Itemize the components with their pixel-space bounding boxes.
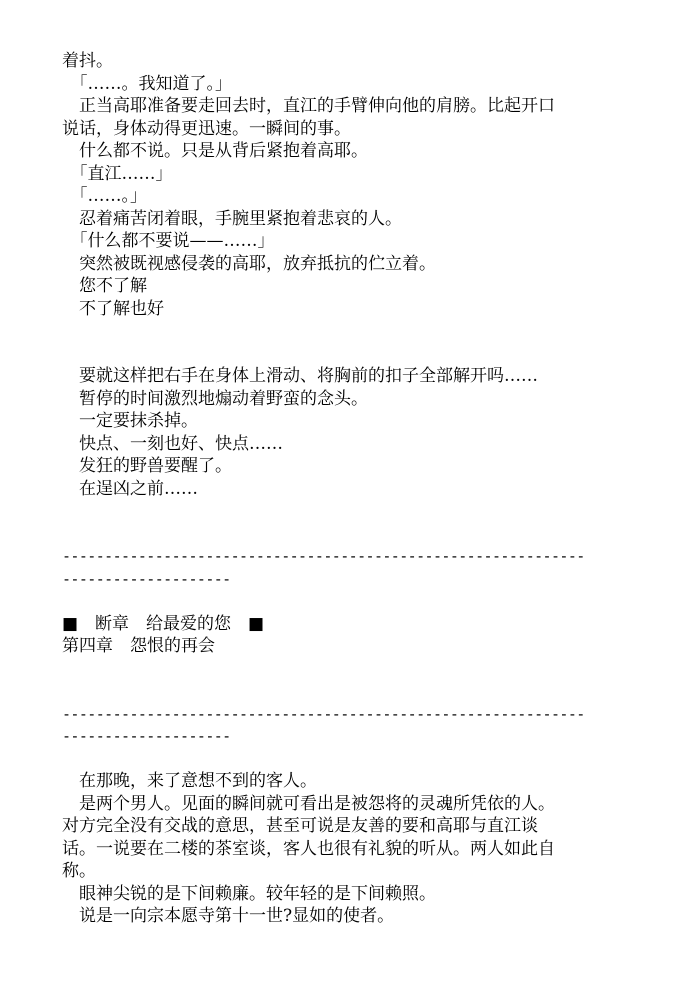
divider-line: --------------------: [62, 569, 231, 588]
text-line: 对方完全没有交战的意思，甚至可说是友善的要和高耶与直江谈: [62, 816, 538, 836]
text-line: 「什么都不要说——……」: [62, 231, 275, 251]
text-line: 「直江……」: [62, 163, 173, 184]
text-line: 是两个男人。见面的瞬间就可看出是被怨将的灵魂所凭依的人。: [62, 793, 555, 814]
blank-space: [62, 658, 642, 703]
text-line: 眼神尖锐的是下间赖廉。较年轻的是下间赖照。: [62, 883, 436, 904]
document-page: [62, 50, 642, 928]
passage-1: [62, 50, 642, 320]
text-line: 不了解也好: [62, 298, 164, 319]
text-line: 发狂的野兽要醒了。: [62, 456, 232, 476]
text-line: 在那晚，来了意想不到的客人。: [62, 771, 317, 791]
text-line: 在逞凶之前……: [62, 478, 198, 499]
text-line: 一定要抹杀掉。: [62, 411, 198, 431]
blank-space: [62, 500, 642, 545]
divider-line: --------------------: [62, 727, 231, 745]
section-title: ■ 断章 给最爱的您 ■: [62, 613, 265, 634]
blank-space: [62, 320, 642, 365]
text-line: 称。: [62, 861, 96, 881]
text-line: 「……。」: [62, 186, 147, 206]
text-line: 快点、一刻也好、快点……: [62, 433, 283, 454]
text-line: 要就这样把右手在身体上滑动、将胸前的扣子全部解开吗……: [62, 366, 538, 386]
text-line: 突然被既视感侵袭的高耶，放弃抵抗的伫立着。: [62, 253, 436, 274]
blank-space: [62, 748, 642, 771]
chapter-heading: [62, 613, 642, 658]
text-line: 话。一说要在二楼的茶室谈，客人也很有礼貌的听从。两人如此自: [62, 838, 555, 859]
text-line: 您不了解: [62, 276, 147, 296]
divider-top: [62, 545, 642, 590]
text-line: 暂停的时间激烈地煽动着野蛮的念头。: [62, 388, 368, 409]
text-line: 着抖。: [62, 51, 113, 71]
text-line: 「……。我知道了。」: [62, 73, 232, 94]
blank-space: [62, 590, 642, 613]
text-line: 什么都不说。只是从背后紧抱着高耶。: [62, 141, 368, 161]
text-line: 说话，身体动得更迅速。一瞬间的事。: [62, 118, 351, 139]
divider-line: --------------------------------------------------------------: [62, 547, 585, 565]
chapter-title: 第四章 怨恨的再会: [62, 636, 215, 656]
passage-3: [62, 770, 642, 928]
text-line: 说是一向宗本愿寺第十一世?显如的使者。: [62, 906, 395, 926]
passage-2: [62, 365, 642, 500]
divider-bottom: [62, 703, 642, 748]
text-line: 忍着痛苦闭着眼，手腕里紧抱着悲哀的人。: [62, 208, 402, 229]
divider-line: --------------------------------------------------------------: [62, 704, 585, 723]
text-line: 正当高耶准备要走回去时，直江的手臂伸向他的肩膀。比起开口: [62, 96, 555, 116]
